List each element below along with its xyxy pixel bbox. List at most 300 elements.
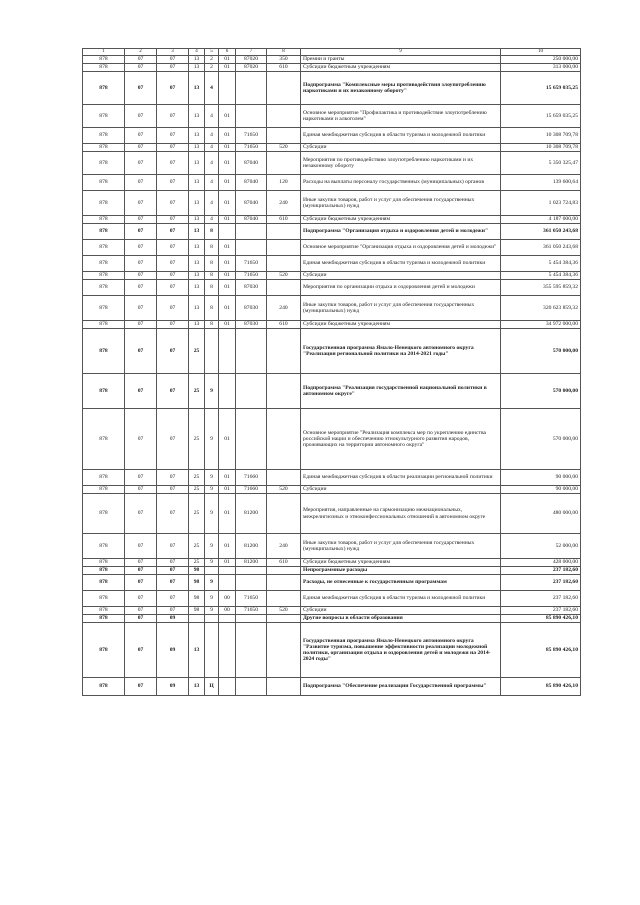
- description-cell: Иные закупки товаров, работ и услуг для обеспечения государственных (муниципальных) нужд: [301, 296, 501, 321]
- ministry-code-cell: 878: [83, 240, 125, 256]
- direction-code-cell: [236, 615, 267, 623]
- subsection-code-cell: 07: [157, 72, 189, 105]
- description-cell: Подпрограмма "Комплексные меры противодействия злоупотреблению наркотиками и их незаконному обороту": [301, 72, 501, 105]
- table-row: [83, 534, 581, 559]
- direction-code-cell: 87030: [236, 296, 267, 321]
- amount-cell: 237 182,60: [501, 575, 581, 591]
- activity-code-cell: 01: [219, 175, 236, 191]
- subprogram-code-cell: 4: [205, 105, 219, 128]
- subsection-code-cell: 07: [157, 256, 189, 272]
- description-cell: Единая межбюджетная субсидия в области туризма и молодежной политики: [301, 591, 501, 607]
- ministry-code-cell: 878: [83, 678, 125, 696]
- description-cell: Единая межбюджетная субсидия в области реализации региональной политики: [301, 470, 501, 486]
- table-row: [83, 56, 581, 64]
- ministry-code-cell: 878: [83, 152, 125, 175]
- subprogram-code-cell: 8: [205, 256, 219, 272]
- expense-type-code-cell: 520: [267, 607, 301, 615]
- amount-cell: 570 000,00: [501, 374, 581, 409]
- ministry-code-cell: 878: [83, 374, 125, 409]
- ministry-code-cell: 878: [83, 128, 125, 144]
- subsection-code-cell: 07: [157, 486, 189, 494]
- description-cell: Непрограммные расходы: [301, 567, 501, 575]
- program-code-cell: 98: [189, 575, 205, 591]
- subsection-code-cell: 07: [157, 329, 189, 374]
- expense-type-code-cell: [267, 72, 301, 105]
- section-code-cell: 07: [125, 623, 157, 678]
- table-row: [83, 374, 581, 409]
- description-cell: Субсидии: [301, 144, 501, 152]
- program-code-cell: 13: [189, 280, 205, 296]
- ministry-code-cell: 878: [83, 494, 125, 534]
- program-code-cell: 13: [189, 678, 205, 696]
- direction-code-cell: 87040: [236, 216, 267, 224]
- subprogram-code-cell: 4: [205, 175, 219, 191]
- program-code-cell: 13: [189, 105, 205, 128]
- direction-code-cell: 71660: [236, 470, 267, 486]
- program-code-cell: 13: [189, 175, 205, 191]
- ministry-code-cell: 878: [83, 72, 125, 105]
- program-code-cell: 25: [189, 409, 205, 470]
- subprogram-code-cell: 9: [205, 559, 219, 567]
- expense-type-code-cell: 350: [267, 56, 301, 64]
- header-cell: 2: [125, 49, 157, 56]
- direction-code-cell: 71650: [236, 144, 267, 152]
- activity-code-cell: [219, 575, 236, 591]
- amount-cell: 355 595 859,32: [501, 280, 581, 296]
- subsection-code-cell: 07: [157, 470, 189, 486]
- subsection-code-cell: 07: [157, 567, 189, 575]
- subsection-code-cell: 07: [157, 191, 189, 216]
- program-code-cell: 13: [189, 128, 205, 144]
- expense-type-code-cell: [267, 567, 301, 575]
- table-row: [83, 607, 581, 615]
- table-row: [83, 575, 581, 591]
- expense-type-code-cell: [267, 329, 301, 374]
- header-cell: 10: [501, 49, 581, 56]
- table-row: [83, 321, 581, 329]
- description-cell: Государственная программа Ямало-Ненецкого автономного округа "Реализация региональной политики на 2014-2021 годы": [301, 329, 501, 374]
- expense-type-code-cell: [267, 615, 301, 623]
- section-code-cell: 07: [125, 64, 157, 72]
- activity-code-cell: 01: [219, 470, 236, 486]
- section-code-cell: 07: [125, 224, 157, 240]
- program-code-cell: 13: [189, 144, 205, 152]
- table-row: [83, 678, 581, 696]
- amount-cell: 139 600,64: [501, 175, 581, 191]
- amount-cell: 237 182,60: [501, 567, 581, 575]
- amount-cell: 85 890 426,10: [501, 678, 581, 696]
- program-code-cell: 98: [189, 607, 205, 615]
- table-row: [83, 567, 581, 575]
- section-code-cell: 07: [125, 144, 157, 152]
- description-cell: Субсидии бюджетным учреждениям: [301, 321, 501, 329]
- expense-type-code-cell: 240: [267, 191, 301, 216]
- section-code-cell: 07: [125, 409, 157, 470]
- direction-code-cell: 71650: [236, 256, 267, 272]
- table-row: [83, 486, 581, 494]
- program-code-cell: 13: [189, 152, 205, 175]
- description-cell: Государственная программа Ямало-Ненецкого автономного округа "Развитие туризма, повышение эффективности реализации молодежной политики, организация отдыха и оздоровления детей и молодежи на 2014-2024 годы": [301, 623, 501, 678]
- expense-type-code-cell: 120: [267, 175, 301, 191]
- subprogram-code-cell: 4: [205, 144, 219, 152]
- ministry-code-cell: 878: [83, 409, 125, 470]
- table-row: [83, 128, 581, 144]
- program-code-cell: [189, 615, 205, 623]
- program-code-cell: 13: [189, 321, 205, 329]
- description-cell: Основное мероприятие "Профилактика и противодействие злоупотреблению наркотиками и алкоголем": [301, 105, 501, 128]
- program-code-cell: 25: [189, 486, 205, 494]
- description-cell: Основное мероприятие "Реализация комплекса мер по укреплению единства российской нации и обеспечению этнокультурного развития народов, проживающих на территории автономного округа": [301, 409, 501, 470]
- program-code-cell: 13: [189, 296, 205, 321]
- description-cell: Подпрограмма "Организация отдыха и оздоровления детей и молодежи": [301, 224, 501, 240]
- table-row: [83, 591, 581, 607]
- section-code-cell: 07: [125, 615, 157, 623]
- program-code-cell: 13: [189, 272, 205, 280]
- amount-cell: 250 000,00: [501, 56, 581, 64]
- section-code-cell: 07: [125, 105, 157, 128]
- ministry-code-cell: 878: [83, 567, 125, 575]
- direction-code-cell: [236, 224, 267, 240]
- subprogram-code-cell: 9: [205, 470, 219, 486]
- subsection-code-cell: 07: [157, 607, 189, 615]
- direction-code-cell: 81200: [236, 494, 267, 534]
- program-code-cell: 25: [189, 559, 205, 567]
- header-row: [83, 49, 581, 56]
- subprogram-code-cell: Ц: [205, 678, 219, 696]
- ministry-code-cell: 878: [83, 56, 125, 64]
- description-cell: Субсидии бюджетным учреждениям: [301, 216, 501, 224]
- expense-type-code-cell: 520: [267, 272, 301, 280]
- subprogram-code-cell: 9: [205, 494, 219, 534]
- activity-code-cell: [219, 623, 236, 678]
- subsection-code-cell: 07: [157, 321, 189, 329]
- description-cell: Расходы на выплаты персоналу государственных (муниципальных) органов: [301, 175, 501, 191]
- program-code-cell: 13: [189, 256, 205, 272]
- section-code-cell: 07: [125, 607, 157, 615]
- amount-cell: 570 000,00: [501, 409, 581, 470]
- subsection-code-cell: 09: [157, 678, 189, 696]
- ministry-code-cell: 878: [83, 64, 125, 72]
- section-code-cell: 07: [125, 567, 157, 575]
- section-code-cell: 07: [125, 575, 157, 591]
- subprogram-code-cell: 2: [205, 56, 219, 64]
- activity-code-cell: 01: [219, 534, 236, 559]
- direction-code-cell: [236, 105, 267, 128]
- program-code-cell: 13: [189, 216, 205, 224]
- program-code-cell: 13: [189, 623, 205, 678]
- ministry-code-cell: 878: [83, 329, 125, 374]
- direction-code-cell: 81200: [236, 559, 267, 567]
- expense-type-code-cell: 610: [267, 216, 301, 224]
- subsection-code-cell: 09: [157, 615, 189, 623]
- program-code-cell: 13: [189, 224, 205, 240]
- expense-type-code-cell: 610: [267, 559, 301, 567]
- expense-type-code-cell: [267, 623, 301, 678]
- amount-cell: 361 050 243,68: [501, 240, 581, 256]
- program-code-cell: 98: [189, 567, 205, 575]
- table-row: [83, 296, 581, 321]
- expense-type-code-cell: 520: [267, 144, 301, 152]
- direction-code-cell: [236, 409, 267, 470]
- ministry-code-cell: 878: [83, 105, 125, 128]
- direction-code-cell: 87040: [236, 152, 267, 175]
- table-row: [83, 216, 581, 224]
- table-row: [83, 64, 581, 72]
- section-code-cell: 07: [125, 559, 157, 567]
- activity-code-cell: [219, 374, 236, 409]
- activity-code-cell: 01: [219, 486, 236, 494]
- amount-cell: 4 187 000,00: [501, 216, 581, 224]
- subprogram-code-cell: 9: [205, 409, 219, 470]
- description-cell: Расходы, не отнесенные к государственным программам: [301, 575, 501, 591]
- direction-code-cell: [236, 329, 267, 374]
- expense-type-code-cell: [267, 470, 301, 486]
- header-cell: 9: [301, 49, 501, 56]
- subprogram-code-cell: [205, 623, 219, 678]
- header-cell: 6: [219, 49, 236, 56]
- ministry-code-cell: 878: [83, 272, 125, 280]
- subprogram-code-cell: 9: [205, 534, 219, 559]
- budget-table: [82, 48, 581, 696]
- amount-cell: 5 454 384,36: [501, 272, 581, 280]
- ministry-code-cell: 878: [83, 216, 125, 224]
- direction-code-cell: 87040: [236, 175, 267, 191]
- subsection-code-cell: 07: [157, 280, 189, 296]
- subsection-code-cell: 07: [157, 409, 189, 470]
- amount-cell: 5 454 384,36: [501, 256, 581, 272]
- ministry-code-cell: 878: [83, 470, 125, 486]
- direction-code-cell: 71650: [236, 607, 267, 615]
- amount-cell: 5 350 325,47: [501, 152, 581, 175]
- direction-code-cell: 87040: [236, 191, 267, 216]
- ministry-code-cell: 878: [83, 321, 125, 329]
- program-code-cell: 13: [189, 72, 205, 105]
- table-row: [83, 409, 581, 470]
- activity-code-cell: 01: [219, 256, 236, 272]
- subsection-code-cell: 07: [157, 591, 189, 607]
- amount-cell: 480 000,00: [501, 494, 581, 534]
- subsection-code-cell: 07: [157, 534, 189, 559]
- subsection-code-cell: 07: [157, 175, 189, 191]
- subsection-code-cell: 07: [157, 575, 189, 591]
- ministry-code-cell: 878: [83, 607, 125, 615]
- section-code-cell: 07: [125, 374, 157, 409]
- expense-type-code-cell: [267, 409, 301, 470]
- description-cell: Субсидии: [301, 272, 501, 280]
- activity-code-cell: 01: [219, 152, 236, 175]
- expense-type-code-cell: [267, 105, 301, 128]
- direction-code-cell: [236, 575, 267, 591]
- amount-cell: 428 000,00: [501, 559, 581, 567]
- subsection-code-cell: 09: [157, 623, 189, 678]
- direction-code-cell: 87030: [236, 321, 267, 329]
- program-code-cell: 25: [189, 494, 205, 534]
- activity-code-cell: [219, 567, 236, 575]
- expense-type-code-cell: [267, 591, 301, 607]
- header-cell: 8: [267, 49, 301, 56]
- section-code-cell: 07: [125, 272, 157, 280]
- expense-type-code-cell: [267, 240, 301, 256]
- section-code-cell: 07: [125, 152, 157, 175]
- table-row: [83, 105, 581, 128]
- subsection-code-cell: 07: [157, 494, 189, 534]
- amount-cell: 85 890 426,10: [501, 615, 581, 623]
- subsection-code-cell: 07: [157, 240, 189, 256]
- ministry-code-cell: 878: [83, 256, 125, 272]
- program-code-cell: 98: [189, 591, 205, 607]
- section-code-cell: 07: [125, 72, 157, 105]
- description-cell: Основное мероприятие "Организация отдыха и оздоровления детей и молодежи": [301, 240, 501, 256]
- table-row: [83, 72, 581, 105]
- expense-type-code-cell: [267, 494, 301, 534]
- program-code-cell: 13: [189, 240, 205, 256]
- section-code-cell: 07: [125, 56, 157, 64]
- ministry-code-cell: 878: [83, 534, 125, 559]
- description-cell: Субсидии: [301, 486, 501, 494]
- amount-cell: 90 000,00: [501, 486, 581, 494]
- table-body: [83, 49, 581, 696]
- activity-code-cell: 01: [219, 409, 236, 470]
- direction-code-cell: 71660: [236, 486, 267, 494]
- ministry-code-cell: 878: [83, 559, 125, 567]
- direction-code-cell: [236, 374, 267, 409]
- ministry-code-cell: 878: [83, 191, 125, 216]
- description-cell: Мероприятия по организации отдыха и оздоровления детей и молодежи: [301, 280, 501, 296]
- subsection-code-cell: 07: [157, 56, 189, 64]
- subsection-code-cell: 07: [157, 296, 189, 321]
- ministry-code-cell: 878: [83, 486, 125, 494]
- expense-type-code-cell: 240: [267, 534, 301, 559]
- subprogram-code-cell: 4: [205, 191, 219, 216]
- amount-cell: 15 659 035,25: [501, 72, 581, 105]
- subprogram-code-cell: [205, 567, 219, 575]
- section-code-cell: 07: [125, 216, 157, 224]
- subprogram-code-cell: 8: [205, 272, 219, 280]
- activity-code-cell: 01: [219, 105, 236, 128]
- subsection-code-cell: 07: [157, 374, 189, 409]
- header-cell: 4: [189, 49, 205, 56]
- subprogram-code-cell: 8: [205, 280, 219, 296]
- ministry-code-cell: 878: [83, 224, 125, 240]
- table-row: [83, 329, 581, 374]
- table-row: [83, 191, 581, 216]
- table-row: [83, 494, 581, 534]
- direction-code-cell: [236, 567, 267, 575]
- expense-type-code-cell: [267, 224, 301, 240]
- ministry-code-cell: 878: [83, 615, 125, 623]
- table-row: [83, 280, 581, 296]
- section-code-cell: 07: [125, 678, 157, 696]
- amount-cell: 237 182,60: [501, 607, 581, 615]
- table-row: [83, 272, 581, 280]
- activity-code-cell: [219, 615, 236, 623]
- amount-cell: 1 023 724,83: [501, 191, 581, 216]
- activity-code-cell: [219, 224, 236, 240]
- activity-code-cell: [219, 678, 236, 696]
- amount-cell: 570 000,00: [501, 329, 581, 374]
- section-code-cell: 07: [125, 128, 157, 144]
- subprogram-code-cell: 4: [205, 72, 219, 105]
- table-row: [83, 256, 581, 272]
- activity-code-cell: 01: [219, 56, 236, 64]
- activity-code-cell: 01: [219, 559, 236, 567]
- ministry-code-cell: 878: [83, 175, 125, 191]
- description-cell: Премии и гранты: [301, 56, 501, 64]
- direction-code-cell: 71650: [236, 272, 267, 280]
- subsection-code-cell: 07: [157, 144, 189, 152]
- program-code-cell: 25: [189, 534, 205, 559]
- amount-cell: 10 308 709,78: [501, 144, 581, 152]
- expense-type-code-cell: [267, 128, 301, 144]
- activity-code-cell: 01: [219, 321, 236, 329]
- activity-code-cell: [219, 72, 236, 105]
- amount-cell: 85 890 426,10: [501, 623, 581, 678]
- table-row: [83, 623, 581, 678]
- program-code-cell: 13: [189, 191, 205, 216]
- direction-code-cell: [236, 72, 267, 105]
- description-cell: Единая межбюджетная субсидия в области туризма и молодежной политики: [301, 256, 501, 272]
- direction-code-cell: 71650: [236, 591, 267, 607]
- subprogram-code-cell: 8: [205, 321, 219, 329]
- subprogram-code-cell: 9: [205, 607, 219, 615]
- subprogram-code-cell: 8: [205, 240, 219, 256]
- subsection-code-cell: 07: [157, 216, 189, 224]
- expense-type-code-cell: 240: [267, 296, 301, 321]
- expense-type-code-cell: [267, 678, 301, 696]
- activity-code-cell: 01: [219, 64, 236, 72]
- expense-type-code-cell: [267, 256, 301, 272]
- subsection-code-cell: 07: [157, 224, 189, 240]
- activity-code-cell: 01: [219, 240, 236, 256]
- description-cell: Другие вопросы в области образования: [301, 615, 501, 623]
- direction-code-cell: [236, 678, 267, 696]
- program-code-cell: 13: [189, 64, 205, 72]
- table-row: [83, 175, 581, 191]
- description-cell: Субсидии бюджетным учреждениям: [301, 559, 501, 567]
- expense-type-code-cell: [267, 152, 301, 175]
- section-code-cell: 07: [125, 296, 157, 321]
- subprogram-code-cell: 8: [205, 224, 219, 240]
- activity-code-cell: 00: [219, 591, 236, 607]
- description-cell: Субсидии бюджетным учреждениям: [301, 64, 501, 72]
- expense-type-code-cell: [267, 280, 301, 296]
- ministry-code-cell: 878: [83, 591, 125, 607]
- subsection-code-cell: 07: [157, 64, 189, 72]
- section-code-cell: 07: [125, 329, 157, 374]
- header-cell: 3: [157, 49, 189, 56]
- direction-code-cell: [236, 623, 267, 678]
- subprogram-code-cell: 4: [205, 152, 219, 175]
- direction-code-cell: 87020: [236, 56, 267, 64]
- program-code-cell: 13: [189, 56, 205, 64]
- direction-code-cell: 71650: [236, 128, 267, 144]
- section-code-cell: 07: [125, 191, 157, 216]
- activity-code-cell: 01: [219, 494, 236, 534]
- subprogram-code-cell: 9: [205, 575, 219, 591]
- ministry-code-cell: 878: [83, 575, 125, 591]
- section-code-cell: 07: [125, 175, 157, 191]
- table-row: [83, 224, 581, 240]
- expense-type-code-cell: 610: [267, 64, 301, 72]
- table-row: [83, 559, 581, 567]
- budget-table-page: [82, 48, 580, 696]
- subsection-code-cell: 07: [157, 105, 189, 128]
- ministry-code-cell: 878: [83, 623, 125, 678]
- subprogram-code-cell: 9: [205, 374, 219, 409]
- amount-cell: 237 182,60: [501, 591, 581, 607]
- header-cell: 1: [83, 49, 125, 56]
- section-code-cell: 07: [125, 240, 157, 256]
